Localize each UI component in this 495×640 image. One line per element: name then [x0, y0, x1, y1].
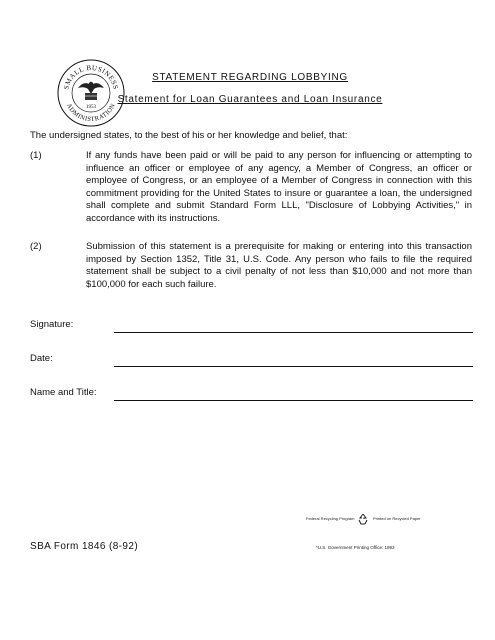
item-text: If any funds have been paid or will be paid to any person for influencing or attempting to influence an officer or employee of any agency, a Member of Congress, an officer or employee of Congress, or an employee of a Member of Congress in connection with this commitment providing for the United States to insure or guarantee a loan, the undersigned shall complete and submit Standard Form LLL, "Disclosure of Lobbying Activities," in accordance with its instructions. — [86, 150, 472, 224]
signature-field — [30, 319, 473, 333]
signature-label: Signature: — [30, 319, 74, 330]
signature-line[interactable] — [114, 332, 473, 333]
form-number: SBA Form 1846 (8-92) — [30, 541, 139, 552]
item-text: Submission of this statement is a prerequisite for making or entering into this transaction imposed by Section 1352, Title 31, U.S. Code. Any person who fails to file the required statement shall be subject to a civil penalty of not less than $10,000 and not more than $100,000 for each such failure. — [86, 241, 472, 290]
recycled-paper-text: Printed on Recycled Paper — [373, 516, 421, 521]
item-number: (1) — [30, 150, 42, 161]
recycle-icon — [356, 512, 370, 526]
intro-statement: The undersigned states, to the best of his or her knowledge and belief, that: — [30, 130, 348, 141]
seal-bottom-text: ADMINISTRATION — [64, 102, 118, 124]
name-title-field — [30, 387, 473, 401]
gpo-notice: *U.S. Government Printing Office: 1993 — [316, 545, 395, 550]
date-line[interactable] — [114, 366, 473, 367]
seal-year: 1953 — [86, 105, 96, 110]
name-title-label: Name and Title: — [30, 387, 97, 398]
sba-seal-logo — [56, 58, 126, 128]
name-title-line[interactable] — [114, 400, 473, 401]
date-field — [30, 353, 473, 367]
seal-top-text: SMALL BUSINESS — [62, 63, 120, 91]
date-label: Date: — [30, 353, 53, 364]
recycling-program-text: Federal Recycling Program — [306, 516, 355, 521]
item-number: (2) — [30, 241, 42, 252]
